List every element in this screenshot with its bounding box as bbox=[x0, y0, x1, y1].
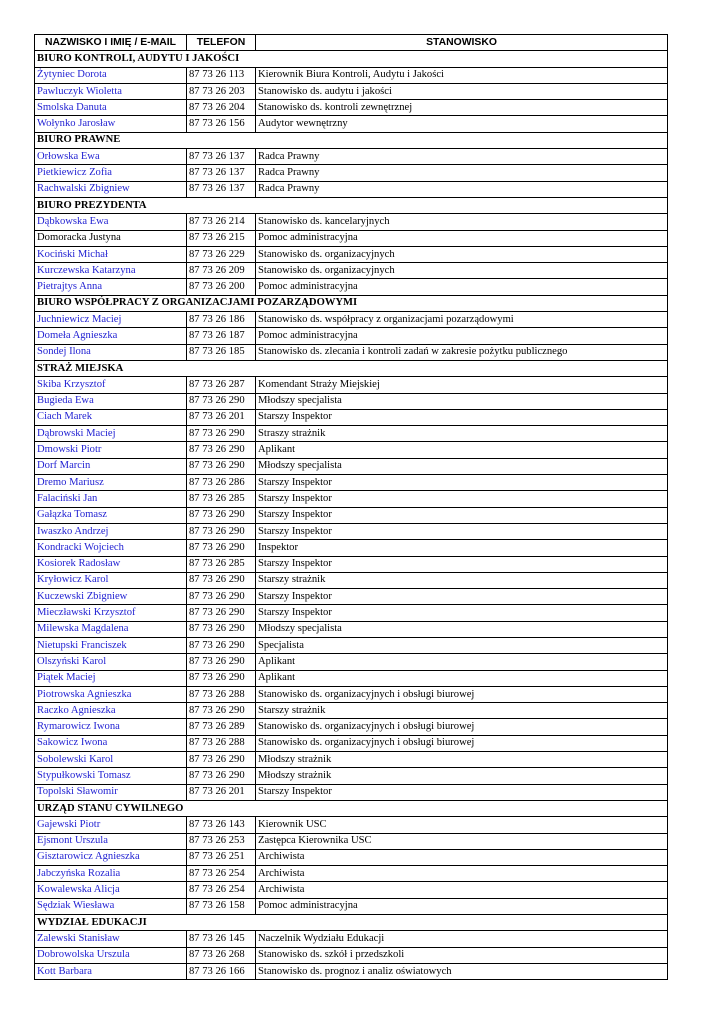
table-row bbox=[35, 230, 668, 246]
table-row bbox=[35, 279, 668, 295]
table-row bbox=[35, 605, 668, 621]
table-row bbox=[35, 214, 668, 230]
employee-position: Stanowisko ds. audytu i jakości bbox=[256, 83, 668, 99]
employee-email-link[interactable]: Kondracki Wojciech bbox=[35, 540, 187, 556]
employee-phone: 87 73 26 285 bbox=[187, 556, 256, 572]
employee-email-link[interactable]: Domeła Agnieszka bbox=[35, 328, 187, 344]
section-header-row bbox=[35, 295, 668, 311]
employee-email-link[interactable]: Falaciński Jan bbox=[35, 491, 187, 507]
section-title: BIURO PRAWNE bbox=[35, 132, 668, 148]
employee-phone: 87 73 26 254 bbox=[187, 866, 256, 882]
employee-email-link[interactable]: Dremo Mariusz bbox=[35, 475, 187, 491]
employee-position: Stanowisko ds. organizacyjnych i obsługi biurowej bbox=[256, 686, 668, 702]
employee-position: Stanowisko ds. zlecania i kontroli zadań w zakresie pożytku publicznego bbox=[256, 344, 668, 360]
employee-email-link[interactable]: Jabczyńska Rozalia bbox=[35, 866, 187, 882]
employee-email-link[interactable]: Kowalewska Alicja bbox=[35, 882, 187, 898]
header-phone: TELEFON bbox=[187, 35, 256, 51]
employee-phone: 87 73 26 143 bbox=[187, 817, 256, 833]
table-row bbox=[35, 458, 668, 474]
employee-email-link[interactable]: Piotrowska Agnieszka bbox=[35, 686, 187, 702]
employee-position: Stanowisko ds. prognoz i analiz oświatowych bbox=[256, 963, 668, 979]
section-header-row bbox=[35, 51, 668, 67]
employee-position: Młodszy specjalista bbox=[256, 621, 668, 637]
table-row bbox=[35, 377, 668, 393]
table-row bbox=[35, 181, 668, 197]
employee-position: Audytor wewnętrzny bbox=[256, 116, 668, 132]
employee-position: Straszy strażnik bbox=[256, 426, 668, 442]
employee-phone: 87 73 26 215 bbox=[187, 230, 256, 246]
employee-phone: 87 73 26 137 bbox=[187, 149, 256, 165]
employee-email-link[interactable]: Kurczewska Katarzyna bbox=[35, 263, 187, 279]
employee-position: Kierownik USC bbox=[256, 817, 668, 833]
employee-email-link[interactable]: Smolska Danuta bbox=[35, 100, 187, 116]
employee-position: Starszy Inspektor bbox=[256, 556, 668, 572]
employee-email-link[interactable]: Dąbkowska Ewa bbox=[35, 214, 187, 230]
table-row bbox=[35, 442, 668, 458]
table-row bbox=[35, 849, 668, 865]
employee-phone: 87 73 26 203 bbox=[187, 83, 256, 99]
employee-position: Kierownik Biura Kontroli, Audytu i Jakości bbox=[256, 67, 668, 83]
employee-phone: 87 73 26 156 bbox=[187, 116, 256, 132]
employee-phone: 87 73 26 229 bbox=[187, 246, 256, 262]
section-title: BIURO KONTROLI, AUDYTU I JAKOŚCI bbox=[35, 51, 668, 67]
employee-email-link[interactable]: Żytyniec Dorota bbox=[35, 67, 187, 83]
employee-position: Stanowisko ds. współpracy z organizacjami pozarządowymi bbox=[256, 312, 668, 328]
employee-email-link[interactable]: Pawluczyk Wioletta bbox=[35, 83, 187, 99]
employee-phone: 87 73 26 185 bbox=[187, 344, 256, 360]
employee-position: Archiwista bbox=[256, 882, 668, 898]
employee-phone: 87 73 26 287 bbox=[187, 377, 256, 393]
employee-phone: 87 73 26 290 bbox=[187, 507, 256, 523]
employee-email-link[interactable]: Zalewski Stanisław bbox=[35, 931, 187, 947]
section-title: BIURO WSPÓŁPRACY Z ORGANIZACJAMI POZARZĄDOWYMI bbox=[35, 295, 668, 311]
employee-email-link[interactable]: Kosiorek Radosław bbox=[35, 556, 187, 572]
employee-position: Pomoc administracyjna bbox=[256, 898, 668, 914]
employee-position: Młodszy specjalista bbox=[256, 393, 668, 409]
employee-position: Starszy Inspektor bbox=[256, 784, 668, 800]
employee-email-link[interactable]: Bugieda Ewa bbox=[35, 393, 187, 409]
employee-email-link[interactable]: Raczko Agnieszka bbox=[35, 703, 187, 719]
table-row bbox=[35, 866, 668, 882]
employee-phone: 87 73 26 268 bbox=[187, 947, 256, 963]
table-row bbox=[35, 703, 668, 719]
employee-phone: 87 73 26 201 bbox=[187, 784, 256, 800]
employee-email-link[interactable]: Olszyński Karol bbox=[35, 654, 187, 670]
employee-email-link[interactable]: Gajewski Piotr bbox=[35, 817, 187, 833]
employee-email-link[interactable]: Nietupski Franciszek bbox=[35, 637, 187, 653]
section-header-row bbox=[35, 915, 668, 931]
employee-phone: 87 73 26 290 bbox=[187, 654, 256, 670]
table-row bbox=[35, 100, 668, 116]
employee-email-link[interactable]: Ejsmont Urszula bbox=[35, 833, 187, 849]
table-row bbox=[35, 426, 668, 442]
employee-phone: 87 73 26 290 bbox=[187, 768, 256, 784]
employee-phone: 87 73 26 187 bbox=[187, 328, 256, 344]
employee-phone: 87 73 26 214 bbox=[187, 214, 256, 230]
employee-email-link[interactable]: Sakowicz Iwona bbox=[35, 735, 187, 751]
employee-phone: 87 73 26 145 bbox=[187, 931, 256, 947]
employee-phone: 87 73 26 290 bbox=[187, 637, 256, 653]
employee-position: Radca Prawny bbox=[256, 181, 668, 197]
employee-position: Stanowisko ds. organizacyjnych i obsługi biurowej bbox=[256, 735, 668, 751]
table-row bbox=[35, 589, 668, 605]
employee-email-link[interactable]: Topolski Sławomir bbox=[35, 784, 187, 800]
employee-email-link[interactable]: Sondej Ilona bbox=[35, 344, 187, 360]
employee-phone: 87 73 26 285 bbox=[187, 491, 256, 507]
employee-phone: 87 73 26 290 bbox=[187, 426, 256, 442]
table-row bbox=[35, 556, 668, 572]
employee-phone: 87 73 26 289 bbox=[187, 719, 256, 735]
table-row bbox=[35, 735, 668, 751]
table-row bbox=[35, 686, 668, 702]
table-header-row bbox=[35, 35, 668, 51]
employee-email-link[interactable]: Dąbrowski Maciej bbox=[35, 426, 187, 442]
employee-phone: 87 73 26 204 bbox=[187, 100, 256, 116]
employee-phone: 87 73 26 290 bbox=[187, 458, 256, 474]
employee-phone: 87 73 26 113 bbox=[187, 67, 256, 83]
employee-phone: 87 73 26 201 bbox=[187, 409, 256, 425]
employee-email-link[interactable]: Juchniewicz Maciej bbox=[35, 312, 187, 328]
employee-email-link[interactable]: Dmowski Piotr bbox=[35, 442, 187, 458]
table-row bbox=[35, 719, 668, 735]
table-row bbox=[35, 947, 668, 963]
employee-position: Starszy strażnik bbox=[256, 572, 668, 588]
employee-position: Aplikant bbox=[256, 670, 668, 686]
table-body bbox=[35, 51, 668, 980]
employee-position: Młodszy strażnik bbox=[256, 768, 668, 784]
employee-position: Radca Prawny bbox=[256, 149, 668, 165]
table-row bbox=[35, 670, 668, 686]
employee-email-link[interactable]: Milewska Magdalena bbox=[35, 621, 187, 637]
table-row bbox=[35, 654, 668, 670]
employee-email-link[interactable]: Mieczławski Krzysztof bbox=[35, 605, 187, 621]
table-row bbox=[35, 572, 668, 588]
table-row bbox=[35, 833, 668, 849]
table-row bbox=[35, 621, 668, 637]
employee-phone: 87 73 26 186 bbox=[187, 312, 256, 328]
employee-phone: 87 73 26 290 bbox=[187, 523, 256, 539]
section-title: URZĄD STANU CYWILNEGO bbox=[35, 800, 668, 816]
employee-phone: 87 73 26 251 bbox=[187, 849, 256, 865]
employee-phone: 87 73 26 209 bbox=[187, 263, 256, 279]
table-row bbox=[35, 263, 668, 279]
table-row bbox=[35, 491, 668, 507]
section-header-row bbox=[35, 132, 668, 148]
employee-email-link[interactable]: Sobolewski Karol bbox=[35, 752, 187, 768]
employee-phone: 87 73 26 290 bbox=[187, 540, 256, 556]
employee-email-link[interactable]: Kociński Michał bbox=[35, 246, 187, 262]
table-row bbox=[35, 784, 668, 800]
employee-email-link[interactable]: Kuczewski Zbigniew bbox=[35, 589, 187, 605]
table-row bbox=[35, 344, 668, 360]
employee-position: Starszy strażnik bbox=[256, 703, 668, 719]
employee-email-link[interactable]: Ciach Marek bbox=[35, 409, 187, 425]
employee-position: Inspektor bbox=[256, 540, 668, 556]
table-row bbox=[35, 393, 668, 409]
employee-phone: 87 73 26 290 bbox=[187, 442, 256, 458]
table-row bbox=[35, 931, 668, 947]
table-row bbox=[35, 165, 668, 181]
employee-email-link[interactable]: Dobrowolska Urszula bbox=[35, 947, 187, 963]
employee-position: Starszy Inspektor bbox=[256, 507, 668, 523]
employee-phone: 87 73 26 158 bbox=[187, 898, 256, 914]
employee-phone: 87 73 26 286 bbox=[187, 475, 256, 491]
employee-phone: 87 73 26 290 bbox=[187, 605, 256, 621]
employee-position: Aplikant bbox=[256, 654, 668, 670]
employee-phone: 87 73 26 288 bbox=[187, 686, 256, 702]
section-header-row bbox=[35, 197, 668, 213]
employee-phone: 87 73 26 290 bbox=[187, 589, 256, 605]
table-row bbox=[35, 898, 668, 914]
employee-position: Pomoc administracyjna bbox=[256, 328, 668, 344]
staff-directory-table bbox=[34, 34, 668, 980]
employee-position: Archiwista bbox=[256, 849, 668, 865]
table-row bbox=[35, 409, 668, 425]
table-row bbox=[35, 768, 668, 784]
employee-email-link[interactable]: Orłowska Ewa bbox=[35, 149, 187, 165]
employee-position: Pomoc administracyjna bbox=[256, 230, 668, 246]
employee-position: Starszy Inspektor bbox=[256, 589, 668, 605]
employee-position: Stanowisko ds. organizacyjnych bbox=[256, 246, 668, 262]
employee-email-link[interactable]: Piątek Maciej bbox=[35, 670, 187, 686]
employee-position: Pomoc administracyjna bbox=[256, 279, 668, 295]
employee-position: Starszy Inspektor bbox=[256, 475, 668, 491]
employee-phone: 87 73 26 288 bbox=[187, 735, 256, 751]
employee-email-link[interactable]: Rachwalski Zbigniew bbox=[35, 181, 187, 197]
table-row bbox=[35, 540, 668, 556]
table-row bbox=[35, 83, 668, 99]
header-name: NAZWISKO I IMIĘ / E-MAIL bbox=[35, 35, 187, 51]
employee-position: Aplikant bbox=[256, 442, 668, 458]
employee-position: Stanowisko ds. szkół i przedszkoli bbox=[256, 947, 668, 963]
employee-position: Komendant Straży Miejskiej bbox=[256, 377, 668, 393]
employee-position: Specjalista bbox=[256, 637, 668, 653]
employee-email-link[interactable]: Stypułkowski Tomasz bbox=[35, 768, 187, 784]
employee-phone: 87 73 26 290 bbox=[187, 393, 256, 409]
employee-position: Starszy Inspektor bbox=[256, 491, 668, 507]
header-position: STANOWISKO bbox=[256, 35, 668, 51]
section-title: WYDZIAŁ EDUKACJI bbox=[35, 915, 668, 931]
employee-phone: 87 73 26 137 bbox=[187, 165, 256, 181]
employee-email-link[interactable]: Pietrajtys Anna bbox=[35, 279, 187, 295]
table-row bbox=[35, 312, 668, 328]
section-title: STRAŻ MIEJSKA bbox=[35, 360, 668, 376]
employee-phone: 87 73 26 166 bbox=[187, 963, 256, 979]
employee-name: Domoracka Justyna bbox=[35, 230, 187, 246]
employee-email-link[interactable]: Dorf Marcin bbox=[35, 458, 187, 474]
employee-email-link[interactable]: Kryłowicz Karol bbox=[35, 572, 187, 588]
table-row bbox=[35, 328, 668, 344]
employee-phone: 87 73 26 290 bbox=[187, 670, 256, 686]
employee-position: Młodszy strażnik bbox=[256, 752, 668, 768]
employee-position: Starszy Inspektor bbox=[256, 409, 668, 425]
table-row bbox=[35, 149, 668, 165]
table-row bbox=[35, 116, 668, 132]
table-row bbox=[35, 882, 668, 898]
employee-position: Młodszy specjalista bbox=[256, 458, 668, 474]
employee-email-link[interactable]: Wołynko Jarosław bbox=[35, 116, 187, 132]
table-row bbox=[35, 963, 668, 979]
employee-phone: 87 73 26 290 bbox=[187, 703, 256, 719]
employee-phone: 87 73 26 290 bbox=[187, 572, 256, 588]
employee-phone: 87 73 26 200 bbox=[187, 279, 256, 295]
table-row bbox=[35, 246, 668, 262]
employee-email-link[interactable]: Gisztarowicz Agnieszka bbox=[35, 849, 187, 865]
table-row bbox=[35, 523, 668, 539]
employee-phone: 87 73 26 253 bbox=[187, 833, 256, 849]
employee-email-link[interactable]: Pietkiewicz Zofia bbox=[35, 165, 187, 181]
employee-phone: 87 73 26 290 bbox=[187, 752, 256, 768]
table-row bbox=[35, 752, 668, 768]
employee-position: Starszy Inspektor bbox=[256, 605, 668, 621]
employee-position: Stanowisko ds. organizacyjnych bbox=[256, 263, 668, 279]
table-row bbox=[35, 507, 668, 523]
employee-position: Stanowisko ds. kontroli zewnętrznej bbox=[256, 100, 668, 116]
employee-email-link[interactable]: Rymarowicz Iwona bbox=[35, 719, 187, 735]
employee-email-link[interactable]: Iwaszko Andrzej bbox=[35, 523, 187, 539]
employee-position: Archiwista bbox=[256, 866, 668, 882]
employee-position: Zastępca Kierownika USC bbox=[256, 833, 668, 849]
table-row bbox=[35, 637, 668, 653]
employee-position: Stanowisko ds. organizacyjnych i obsługi biurowej bbox=[256, 719, 668, 735]
table-row bbox=[35, 67, 668, 83]
section-header-row bbox=[35, 360, 668, 376]
employee-position: Stanowisko ds. kancelaryjnych bbox=[256, 214, 668, 230]
employee-phone: 87 73 26 254 bbox=[187, 882, 256, 898]
employee-position: Starszy Inspektor bbox=[256, 523, 668, 539]
employee-position: Naczelnik Wydziału Edukacji bbox=[256, 931, 668, 947]
employee-position: Radca Prawny bbox=[256, 165, 668, 181]
table-row bbox=[35, 475, 668, 491]
section-header-row bbox=[35, 800, 668, 816]
employee-email-link[interactable]: Kott Barbara bbox=[35, 963, 187, 979]
section-title: BIURO PREZYDENTA bbox=[35, 197, 668, 213]
employee-email-link[interactable]: Skiba Krzysztof bbox=[35, 377, 187, 393]
employee-phone: 87 73 26 290 bbox=[187, 621, 256, 637]
employee-email-link[interactable]: Gałązka Tomasz bbox=[35, 507, 187, 523]
employee-phone: 87 73 26 137 bbox=[187, 181, 256, 197]
table-row bbox=[35, 817, 668, 833]
employee-email-link[interactable]: Sędziak Wiesława bbox=[35, 898, 187, 914]
